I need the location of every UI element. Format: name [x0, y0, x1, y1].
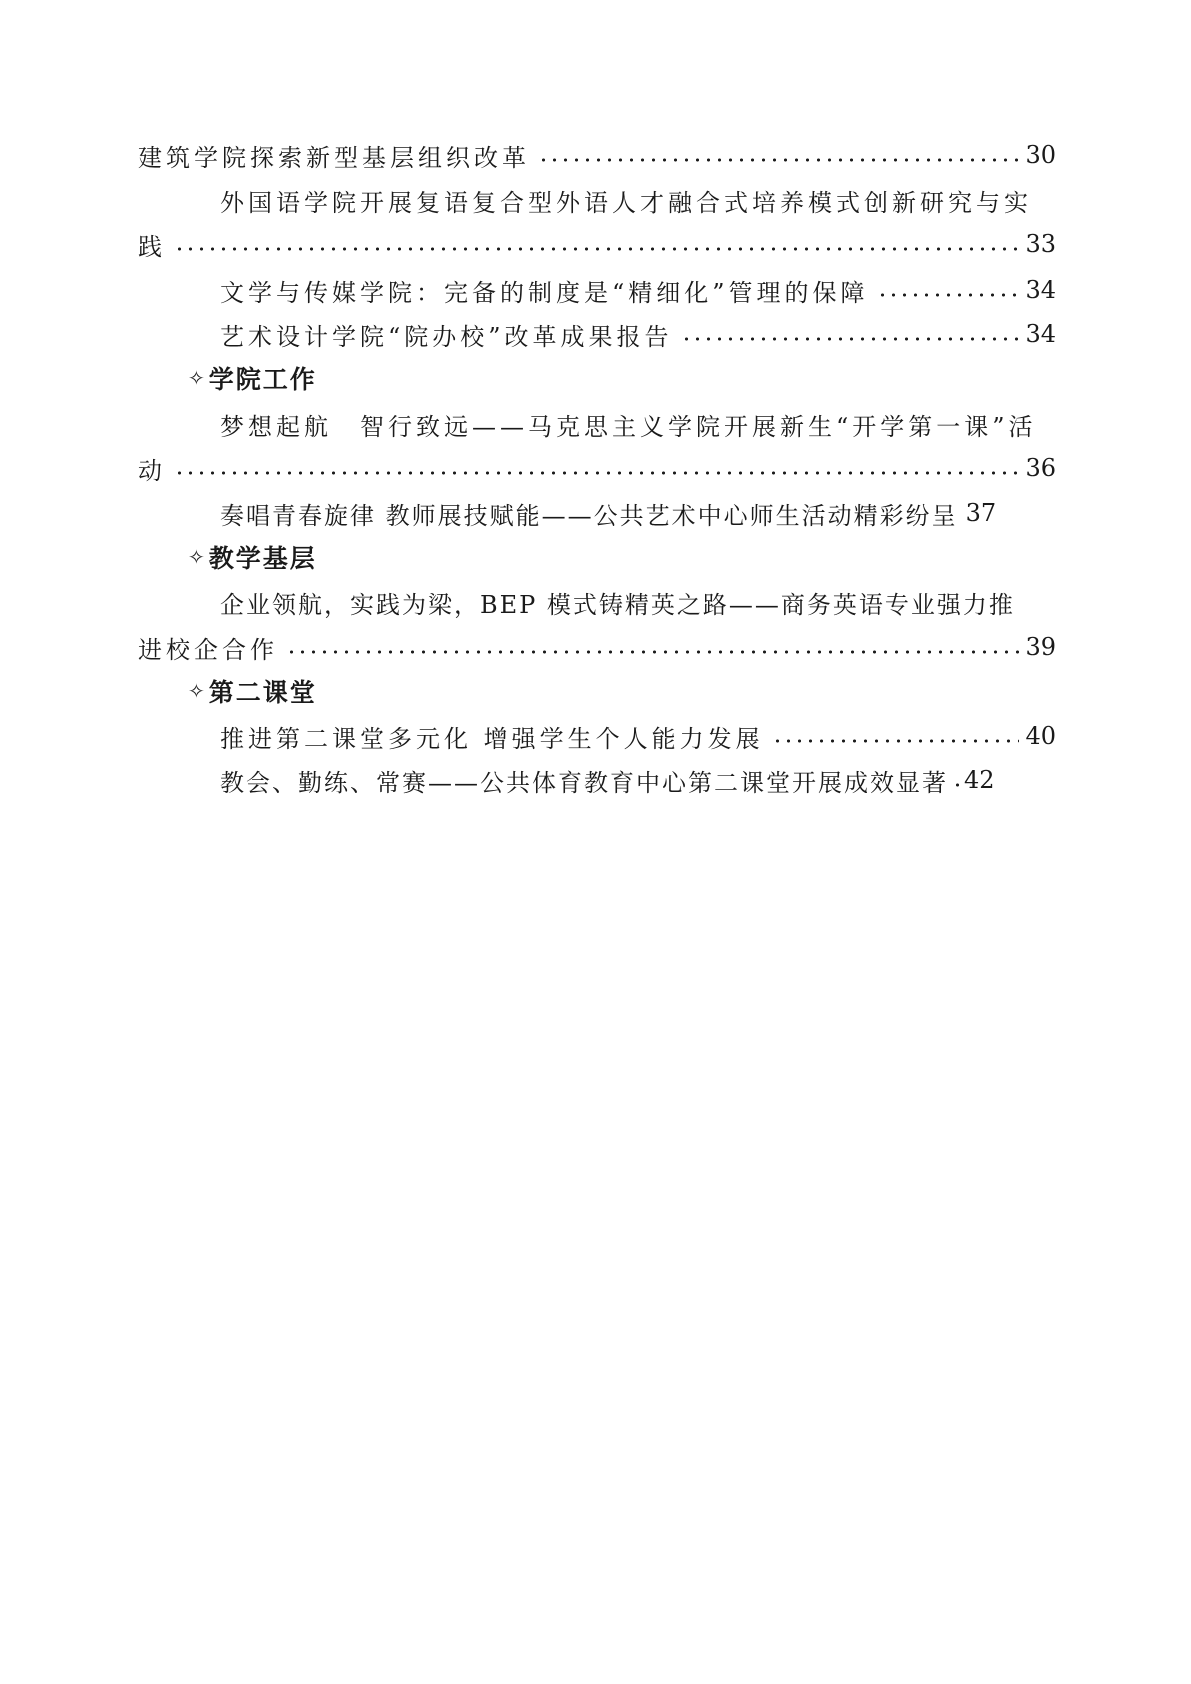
toc-entry-line2[interactable]	[138, 224, 1056, 264]
toc-entry-page: 34	[1025, 276, 1056, 304]
toc-entry[interactable]	[138, 760, 1056, 800]
toc-section-label: 学院工作	[208, 365, 317, 394]
toc-entry-title: 企业领航，实践为梁，BEP 模式铸精英之路——商务英语专业强力推	[220, 590, 1015, 619]
toc-entry-title: 教会、勤练、常赛——公共体育教育中心第二课堂开展成效显著	[220, 768, 948, 797]
sparkle-icon: ✧	[188, 679, 205, 703]
toc-entry-page: 40	[1025, 722, 1056, 750]
dot-leader	[174, 471, 1019, 475]
toc-entry-title: 外国语学院开展复语复合型外语人才融合式培养模式创新研究与实	[220, 188, 1032, 217]
toc-section-heading[interactable]	[188, 537, 317, 577]
toc-entry-page: 30	[1025, 141, 1056, 169]
dot-leader	[174, 247, 1019, 251]
dot-leader	[877, 293, 1020, 297]
toc-entry[interactable]	[138, 314, 1056, 354]
toc-entry-title: 艺术设计学院“院办校”改革成果报告	[220, 322, 673, 351]
toc-entry[interactable]	[138, 135, 1056, 175]
toc-entry-title-cont: 进校企合作	[138, 635, 278, 664]
toc-entry-line1[interactable]	[138, 180, 1056, 220]
toc-entry-title: 文学与传媒学院：完备的制度是“精细化”管理的保障	[220, 278, 869, 307]
toc-section-label: 教学基层	[208, 544, 317, 573]
toc-entry-title: 梦想起航 智行致远——马克思主义学院开展新生“开学第一课”活	[220, 412, 1037, 441]
sparkle-icon: ✧	[188, 545, 205, 569]
dot-leader	[538, 158, 1019, 162]
toc-section-label: 第二课堂	[208, 678, 317, 707]
sparkle-icon: ✧	[188, 366, 205, 390]
toc-entry-page: 42	[964, 766, 995, 794]
toc-entry-page: 33	[1025, 230, 1056, 258]
dot-leader	[772, 739, 1020, 743]
toc-entry-title: 建筑学院探索新型基层组织改革	[138, 143, 530, 172]
toc-entry-page: 39	[1025, 633, 1056, 661]
toc-section-heading[interactable]	[188, 671, 317, 711]
dot-leader	[286, 650, 1019, 654]
toc-entry-line2[interactable]	[138, 448, 1056, 488]
toc-section-heading[interactable]	[188, 358, 317, 398]
toc-entry-page: 37	[965, 499, 997, 527]
toc-entry-line1[interactable]	[138, 582, 1056, 622]
toc-entry[interactable]	[138, 716, 1056, 756]
toc-entry-page: 34	[1025, 320, 1056, 348]
toc-entry-title: 推进第二课堂多元化 增强学生个人能力发展	[220, 724, 764, 753]
toc-entry-title: 奏唱青春旋律 教师展技赋能——公共艺术中心师生活动精彩纷呈	[220, 501, 958, 530]
dot-leader	[681, 337, 1020, 341]
toc-entry[interactable]	[138, 493, 1056, 533]
toc-entry-line1[interactable]	[138, 404, 1056, 444]
toc-entry-title-cont: 践	[138, 232, 166, 261]
toc-entry-title-cont: 动	[138, 456, 166, 485]
toc-entry-page: 36	[1025, 454, 1056, 482]
dot-leader	[952, 783, 962, 787]
toc-entry[interactable]	[138, 270, 1056, 310]
toc-entry-line2[interactable]	[138, 627, 1056, 667]
